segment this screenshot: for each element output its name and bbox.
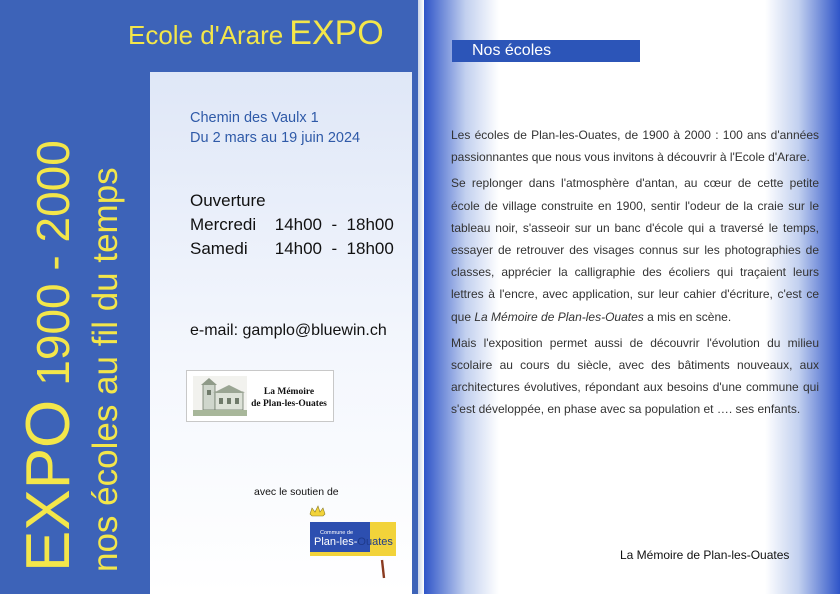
vertical-title-line1 [14, 140, 84, 572]
section-heading: Nos écoles [452, 40, 640, 62]
commune-small-label: Commune de [320, 530, 354, 536]
event-dates: Du 2 mars au 19 juin 2024 [190, 130, 361, 146]
paragraph-atmosphere-text: Se replonger dans l'atmosphère d'antan, au cœur de cette petite école de village construite en 1900, sentir l'odeur de la craie sur le tableau noir, s'asseoir sur un banc d'école qui a traversé le temps, essayer de retrouver des visages connus sur les photographies de classes, apprécier la calligraphie des écoliers qui traçaient leurs lettres à l'encre, avec application, sur leur cahier d'écriture, c'est ce que [451, 176, 819, 324]
paragraph-intro: Les écoles de Plan-les-Ouates, de 1900 à 2000 : 100 ans d'années passionnantes que nous vous invitons à découvrir à l'Ecole d'Arare. [451, 128, 819, 165]
vertical-expo: EXPO [14, 399, 83, 572]
opening-label: Ouverture [190, 191, 266, 210]
memoire-logo-text [247, 386, 331, 410]
vertical-subtitle: nos écoles au fil du temps [86, 167, 125, 572]
hours-row-wednesday [190, 213, 394, 237]
vertical-years: 1900 - 2000 [27, 140, 79, 386]
body-text [451, 124, 819, 425]
memoire-logo [186, 370, 334, 422]
memoire-logo-line1: La Mémoire [263, 387, 315, 397]
hours-time: 14h00 - 18h00 [274, 239, 394, 258]
opening-hours [190, 189, 394, 261]
cover-title-school: Ecole d'Arare [128, 20, 284, 50]
commune-name-part1: Plan-les- [314, 536, 358, 548]
commune-name [314, 536, 393, 548]
commune-logo [304, 502, 404, 586]
paragraph-atmosphere-end: a mis en scène. [643, 309, 732, 324]
cover-title [128, 14, 384, 53]
memoire-logo-line2: de Plan-les-Ouates [251, 399, 327, 409]
paragraph-atmosphere-emphasis: La Mémoire de Plan-les-Ouates [474, 309, 644, 324]
hours-time: 14h00 - 18h00 [274, 215, 394, 234]
cover-title-expo: EXPO [289, 14, 384, 52]
commune-name-part2: Ouates [357, 536, 393, 548]
event-address [190, 108, 360, 148]
school-building-icon [193, 376, 247, 416]
hours-day: Samedi [190, 239, 248, 258]
support-text: avec le soutien de [254, 486, 339, 498]
hours-day: Mercredi [190, 215, 257, 234]
address-street: Chemin des Vaulx 1 [190, 110, 319, 126]
contact-email[interactable]: e-mail: gamplo@bluewin.ch [190, 322, 387, 339]
paragraph-atmosphere [451, 172, 819, 327]
hours-row-saturday [190, 237, 394, 261]
paragraph-evolution: Mais l'exposition permet aussi de découvrir l'évolution du milieu scolaire au cours du siècle, avec des bâtiments nouveaux, aux architectures évolutives, répondant aux besoins d'une commune qui s'est développée, en phase avec sa population et …. ses enfants. [451, 335, 819, 417]
front-cover-panel [0, 0, 418, 594]
signature: La Mémoire de Plan-les-Ouates [620, 548, 790, 562]
